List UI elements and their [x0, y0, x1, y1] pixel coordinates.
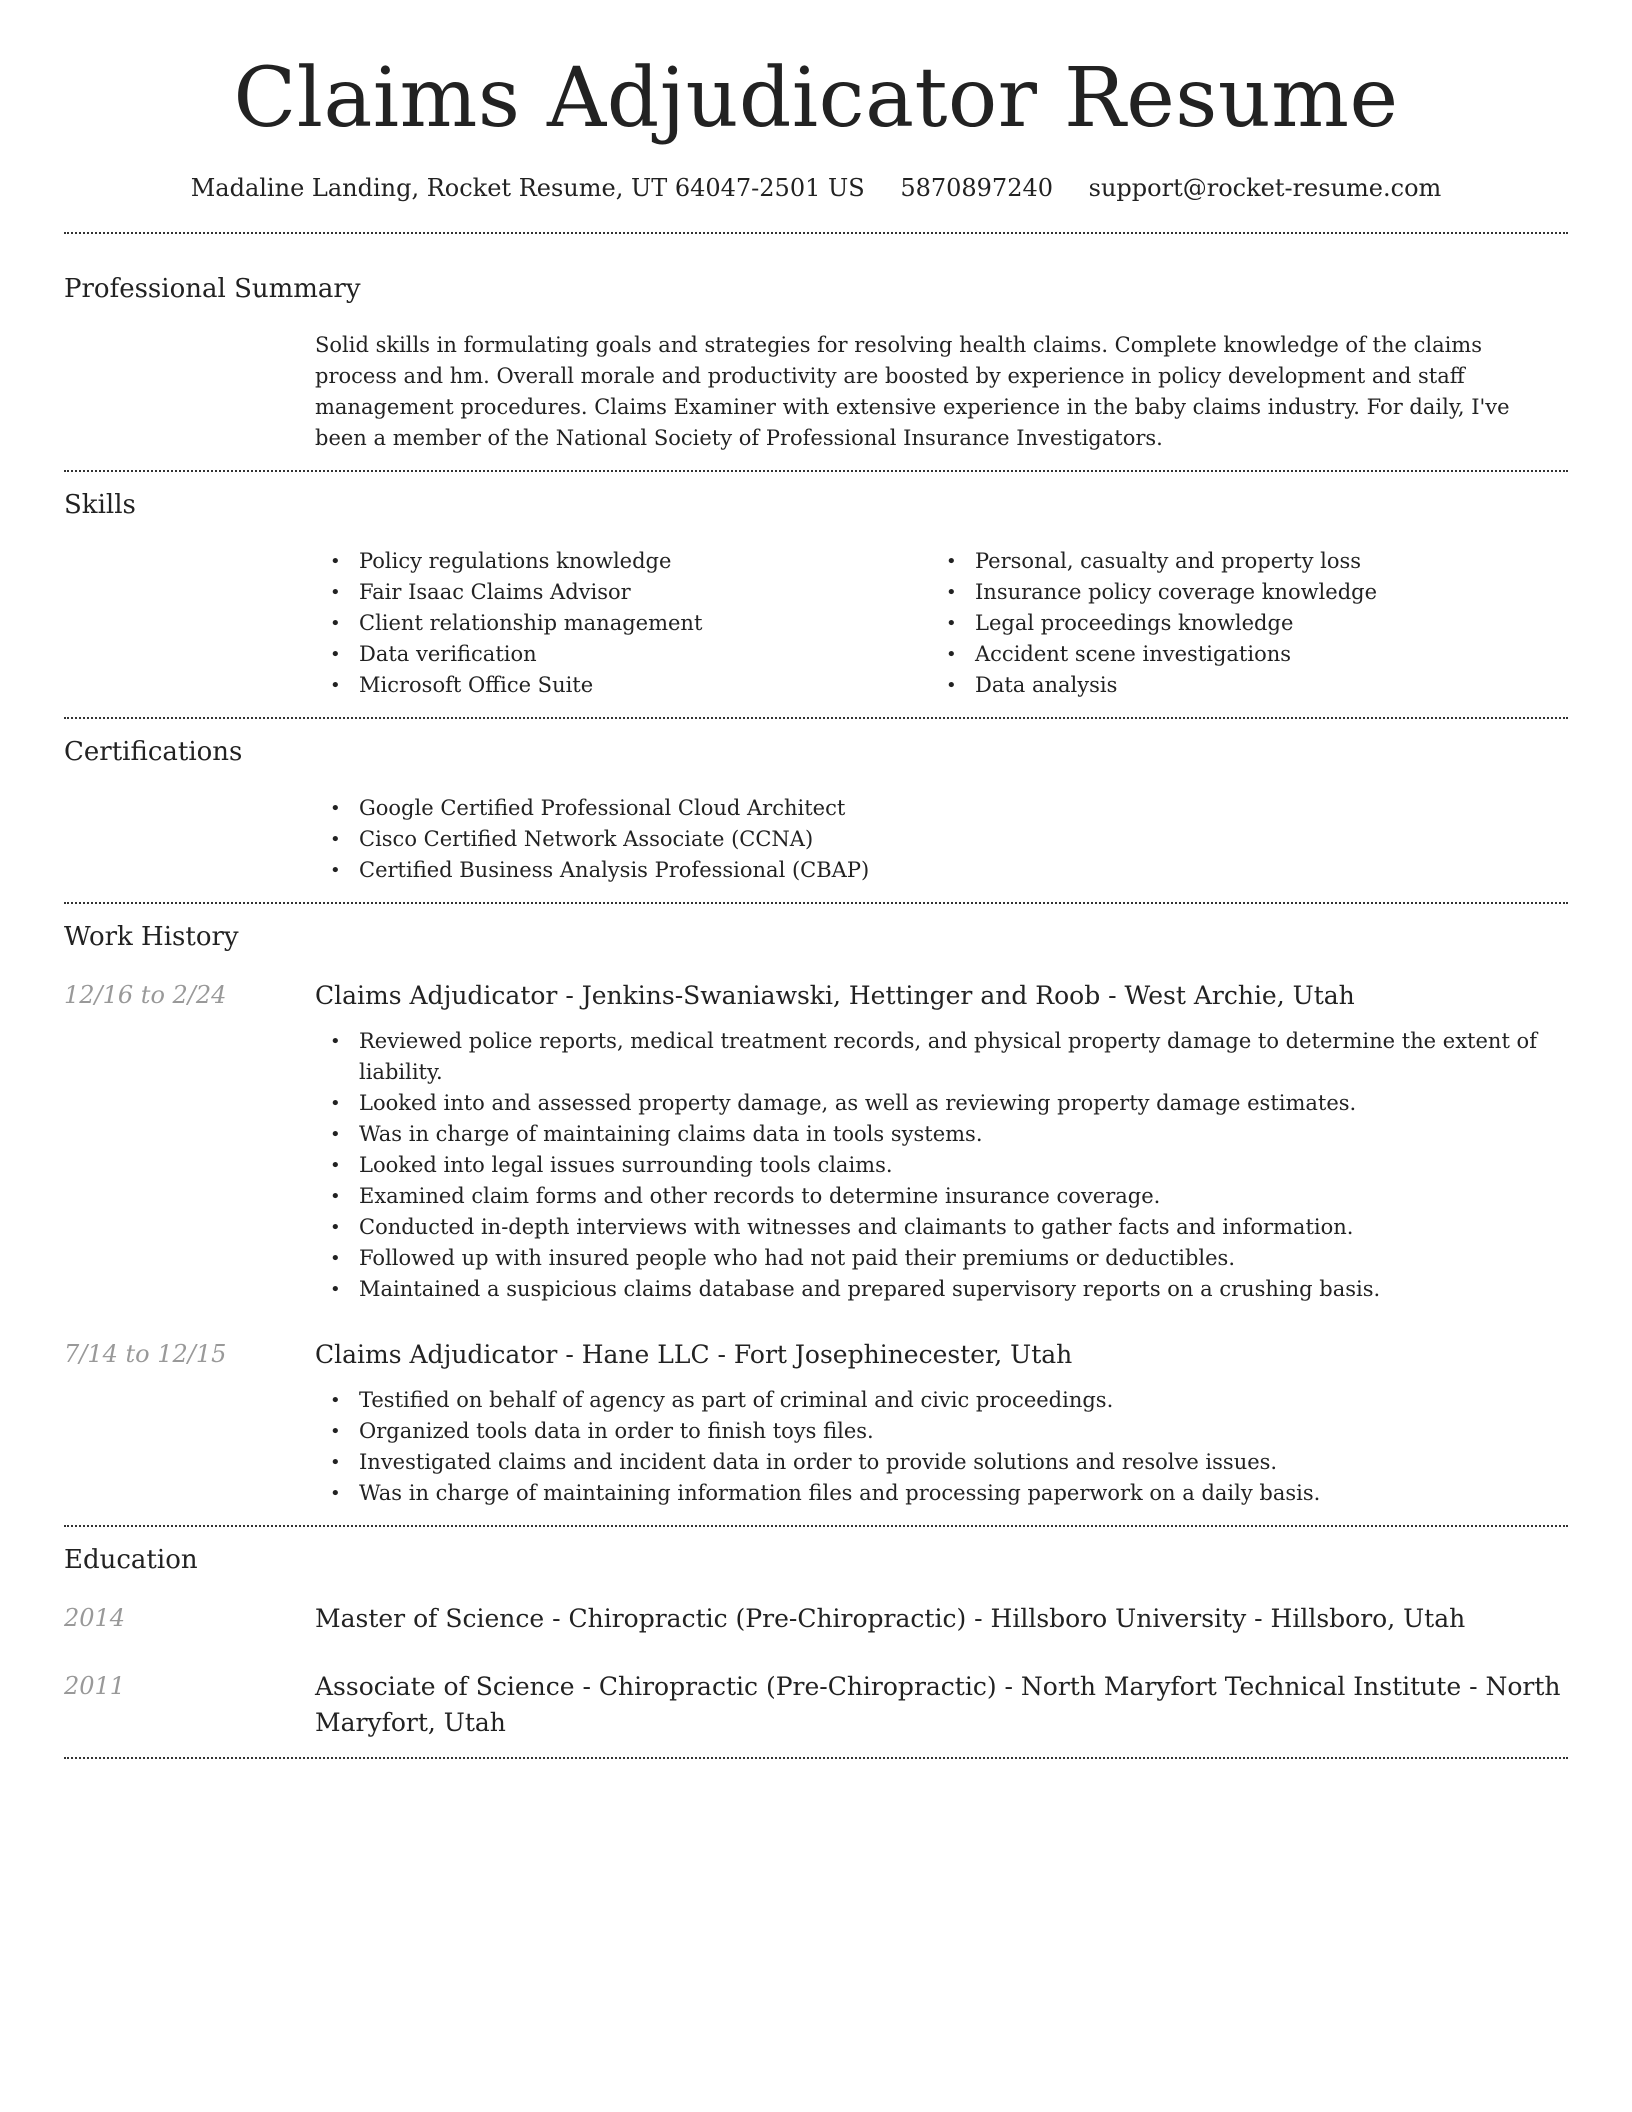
divider: [64, 717, 1568, 719]
job-date: 12/16 to 2/24: [64, 981, 227, 1010]
resume-title: Claims Adjudicator Resume: [233, 51, 1399, 146]
work-history-section: [64, 922, 1568, 1509]
job-entry: [64, 978, 1568, 1305]
skill-item: • Data analysis: [931, 670, 1547, 701]
education-body: [315, 1669, 1568, 1741]
contact-email: support@rocket-resume.com: [1088, 174, 1442, 203]
job-bullet: • Looked into and assessed property damage, as well as reviewing property damage estimates.: [315, 1088, 1568, 1119]
job-bullet: • Organized tools data in order to finish toys files.: [315, 1416, 1568, 1447]
divider: [64, 232, 1568, 234]
job-bullet: • Followed up with insured people who had not paid their premiums or deductibles.: [315, 1243, 1568, 1274]
job-bullet: • Conducted in-depth interviews with witnesses and claimants to gather facts and information.: [315, 1212, 1568, 1243]
education-date: 2011: [64, 1672, 126, 1701]
education-heading-text: Master of Science - Chiropractic (Pre-Chiropractic) - Hillsboro University - Hillsboro, Utah: [315, 1604, 1466, 1634]
certifications-section: [64, 737, 1568, 902]
summary-heading: Professional Summary: [64, 274, 361, 305]
job-body: [315, 978, 1568, 1305]
skill-item: • Microsoft Office Suite: [315, 670, 931, 701]
skill-item: • Personal, casualty and property loss: [931, 546, 1547, 577]
job-entry: [64, 1337, 1568, 1509]
skill-item: • Insurance policy coverage knowledge: [931, 577, 1547, 608]
certification-item: • Certified Business Analysis Professional (CBAP): [315, 855, 1568, 886]
skill-item: • Data verification: [315, 639, 931, 670]
contact-line: [64, 174, 1568, 202]
skill-item: • Fair Isaac Claims Advisor: [315, 577, 931, 608]
divider: [64, 1525, 1568, 1527]
job-date: 7/14 to 12/15: [64, 1340, 227, 1369]
job-bullet: • Examined claim forms and other records to determine insurance coverage.: [315, 1181, 1568, 1212]
job-bullets: [315, 1385, 1568, 1509]
education-date: 2014: [64, 1604, 126, 1633]
skill-item: • Policy regulations knowledge: [315, 546, 931, 577]
skill-item: • Legal proceedings knowledge: [931, 608, 1547, 639]
education-section: [64, 1545, 1568, 1741]
job-heading: Claims Adjudicator - Hane LLC - Fort Josephinecester, Utah: [315, 1340, 1073, 1370]
work-history-heading: Work History: [64, 922, 239, 953]
job-bullet: • Reviewed police reports, medical treatment records, and physical property damage to determine the extent of liability.: [315, 1026, 1568, 1088]
contact-phone: 5870897240: [900, 174, 1054, 203]
job-bullet: • Was in charge of maintaining claims data in tools systems.: [315, 1119, 1568, 1150]
skills-section: [64, 490, 1568, 717]
education-entry: [64, 1601, 1568, 1637]
job-bullet: • Maintained a suspicious claims database and prepared supervisory reports on a crushing basis.: [315, 1274, 1568, 1305]
divider: [64, 902, 1568, 904]
certifications-list: [315, 793, 1568, 902]
job-bullet: • Testified on behalf of agency as part of criminal and civic proceedings.: [315, 1385, 1568, 1416]
contact-address: Madaline Landing, Rocket Resume, UT 64047-2501 US: [190, 174, 865, 203]
divider: [64, 470, 1568, 472]
resume-header: [64, 0, 1568, 202]
job-bullets: [315, 1026, 1568, 1305]
job-bullet: • Looked into legal issues surrounding tools claims.: [315, 1150, 1568, 1181]
job-body: [315, 1337, 1568, 1509]
job-heading: Claims Adjudicator - Jenkins-Swaniawski, Hettinger and Roob - West Archie, Utah: [315, 981, 1355, 1011]
certifications-heading: Certifications: [64, 737, 243, 768]
skill-item: • Accident scene investigations: [931, 639, 1547, 670]
summary-text: Solid skills in formulating goals and strategies for resolving health claims. Complete knowledge of the claims process and hm. Overall morale and productivity are boosted by experience in policy development and staff management procedures. Claims Examiner with extensive experience in the baby claims industry. For daily, I've been a member of the National Society of Professional Insurance Investigators.: [315, 333, 1510, 451]
skills-grid: [315, 546, 1568, 717]
education-entry: [64, 1669, 1568, 1741]
certification-item: • Cisco Certified Network Associate (CCNA): [315, 824, 1568, 855]
skills-list-right: [931, 546, 1547, 701]
skill-item: • Client relationship management: [315, 608, 931, 639]
divider: [64, 1757, 1568, 1759]
certification-item: • Google Certified Professional Cloud Architect: [315, 793, 1568, 824]
job-bullet: • Investigated claims and incident data in order to provide solutions and resolve issues.: [315, 1447, 1568, 1478]
summary-section: [64, 274, 1568, 470]
skills-list-left: [315, 546, 931, 701]
education-heading: Education: [64, 1545, 198, 1576]
job-bullet: • Was in charge of maintaining information files and processing paperwork on a daily basis.: [315, 1478, 1568, 1509]
education-heading-text: Associate of Science - Chiropractic (Pre-Chiropractic) - North Maryfort Technical Institute - North Maryfort, Utah: [315, 1672, 1561, 1738]
education-body: [315, 1601, 1568, 1637]
skills-heading: Skills: [64, 490, 136, 521]
